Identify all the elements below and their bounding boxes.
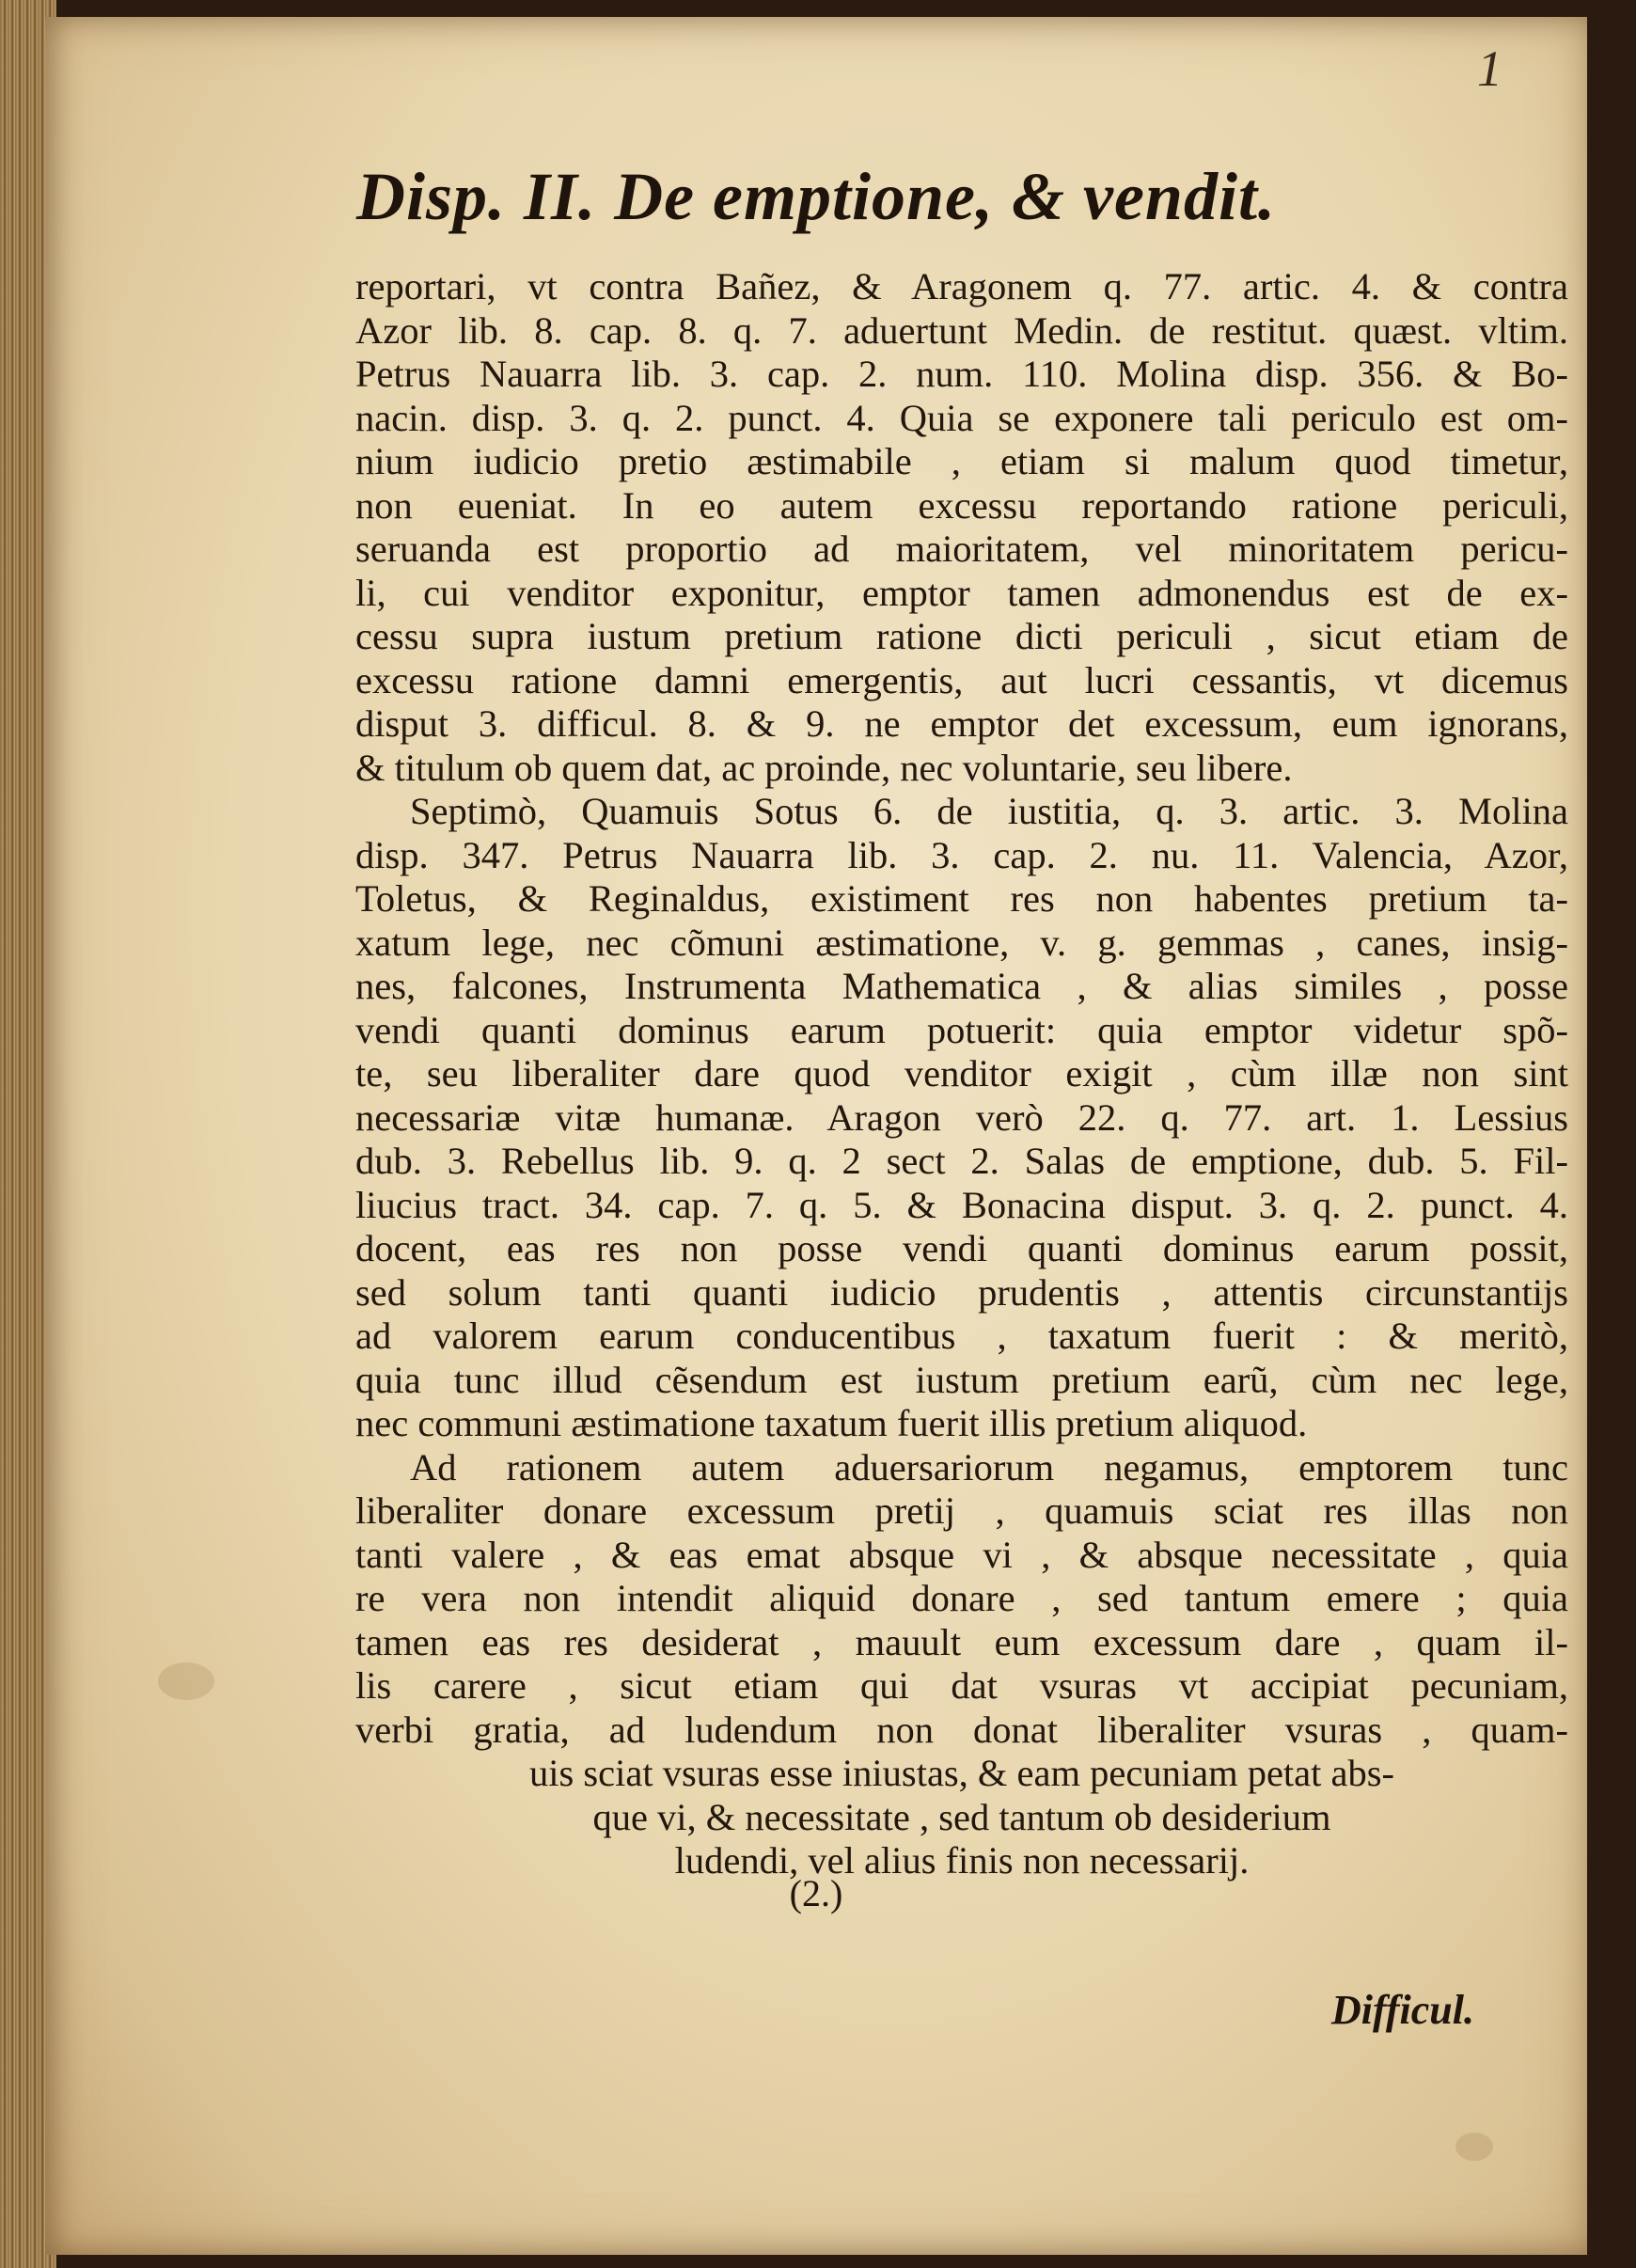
book-page [45,17,1587,2255]
text-line: nium iudicio pretio æstimabile , etiam si malum quod timetur, [355,440,1568,482]
text-line: tanti valere , & eas emat absque vi , & absque necessitate , quia [355,1533,1568,1576]
text-line: necessariæ vitæ humanæ. Aragon verò 22. q. 77. art. 1. Lessius [355,1095,1568,1139]
text-line: cessu supra iustum pretium ratione dicti periculi , sicut etiam de [355,615,1568,657]
text-line: re vera non intendit aliquid donare , sed tantum emere ; quia [355,1577,1568,1619]
text-line: excessu ratione damni emergentis, aut lucri cessantis, vt dicemus [355,658,1568,701]
text-line: ad valorem earum conducentibus , taxatum fuerit : & meritò, [355,1315,1568,1357]
text-line: que vi, & necessitate , sed tantum ob desiderium [592,1795,1331,1838]
text-line: quia tunc illud cẽsendum est iustum pretium earũ, cùm nec lege, [355,1358,1568,1401]
paragraph-1 [355,265,1568,790]
text-line: disp. 347. Petrus Nauarra lib. 3. cap. 2. nu. 11. Valencia, Azor, [355,833,1568,876]
text-line: non eueniat. In eo autem excessu reportando ratione periculi, [355,483,1568,527]
text-line: Petrus Nauarra lib. 3. cap. 2. num. 110. Molina disp. 356. & Bo- [355,353,1568,395]
text-line: xatum lege, nec cõmuni æstimatione, v. g. gemmas , canes, insig- [355,921,1568,964]
paper-stain [1455,2133,1493,2161]
page-number: 1 [1477,40,1502,97]
running-head: Disp. II. De emptione, & vendit. [356,159,1276,234]
paragraph-3 [355,1446,1568,1883]
text-line: li, cui venditor exponitur, emptor tamen admonendus est de ex- [355,571,1568,614]
text-line: & titulum ob quem dat, ac proinde, nec voluntarie, seu libere. [355,746,1293,789]
text-line: liucius tract. 34. cap. 7. q. 5. & Bonacina disput. 3. q. 2. punct. 4. [355,1183,1568,1226]
text-line: uis sciat vsuras esse iniustas, & eam pecuniam petat abs- [528,1752,1394,1794]
text-line: seruanda est proportio ad maioritatem, vel minoritatem pericu- [355,528,1568,570]
text-line: Septimò, Quamuis Sotus 6. de iustitia, q. 3. artic. 3. Molina [410,790,1568,832]
text-line: ludendi, vel alius finis non necessarij. [674,1839,1250,1882]
text-line: disput 3. difficul. 8. & 9. ne emptor det excessum, eum ignorans, [355,702,1568,745]
text-line: nec communi æstimatione taxatum fuerit illis pretium aliquod. [355,1402,1308,1444]
text-line: verbi gratia, ad ludendum non donat liberaliter vsuras , quam- [355,1708,1568,1751]
signature-mark: (2.) [789,1872,843,1914]
text-line: sed solum tanti quanti iudicio prudentis , attentis circunstantijs [355,1270,1568,1314]
text-line: Toletus, & Reginaldus, existiment res non habentes pretium ta- [355,877,1568,920]
text-line: te, seu liberaliter dare quod venditor exigit , cùm illæ non sint [355,1052,1568,1095]
text-line: tamen eas res desiderat , mauult eum excessum dare , quam il- [355,1620,1568,1663]
paper-stain [158,1662,214,1700]
text-line: docent, eas res non posse vendi quanti dominus earum possit, [355,1227,1568,1269]
paragraph-2 [355,790,1568,1446]
text-line: lis carere , sicut etiam qui dat vsuras vt accipiat pecuniam, [355,1664,1568,1707]
body-text [355,265,1568,1883]
text-line: nes, falcones, Instrumenta Mathematica , & alias similes , posse [355,965,1568,1007]
text-line: Azor lib. 8. cap. 8. q. 7. aduertunt Medin. de restitut. quæst. vltim. [355,308,1568,352]
text-line: vendi quanti dominus earum potuerit: quia emptor videtur spõ- [355,1008,1568,1051]
text-line: nacin. disp. 3. q. 2. punct. 4. Quia se exponere tali periculo est om- [355,396,1568,439]
text-line: reportari, vt contra Bañez, & Aragonem q. 77. artic. 4. & contra [355,265,1568,307]
text-line: Ad rationem autem aduersariorum negamus, emptorem tunc [410,1445,1568,1488]
catchword: Difficul. [1331,1987,1474,2033]
text-line: liberaliter donare excessum pretij , quamuis sciat res illas non [355,1489,1568,1532]
text-line: dub. 3. Rebellus lib. 9. q. 2 sect 2. Salas de emptione, dub. 5. Fil- [355,1140,1568,1182]
